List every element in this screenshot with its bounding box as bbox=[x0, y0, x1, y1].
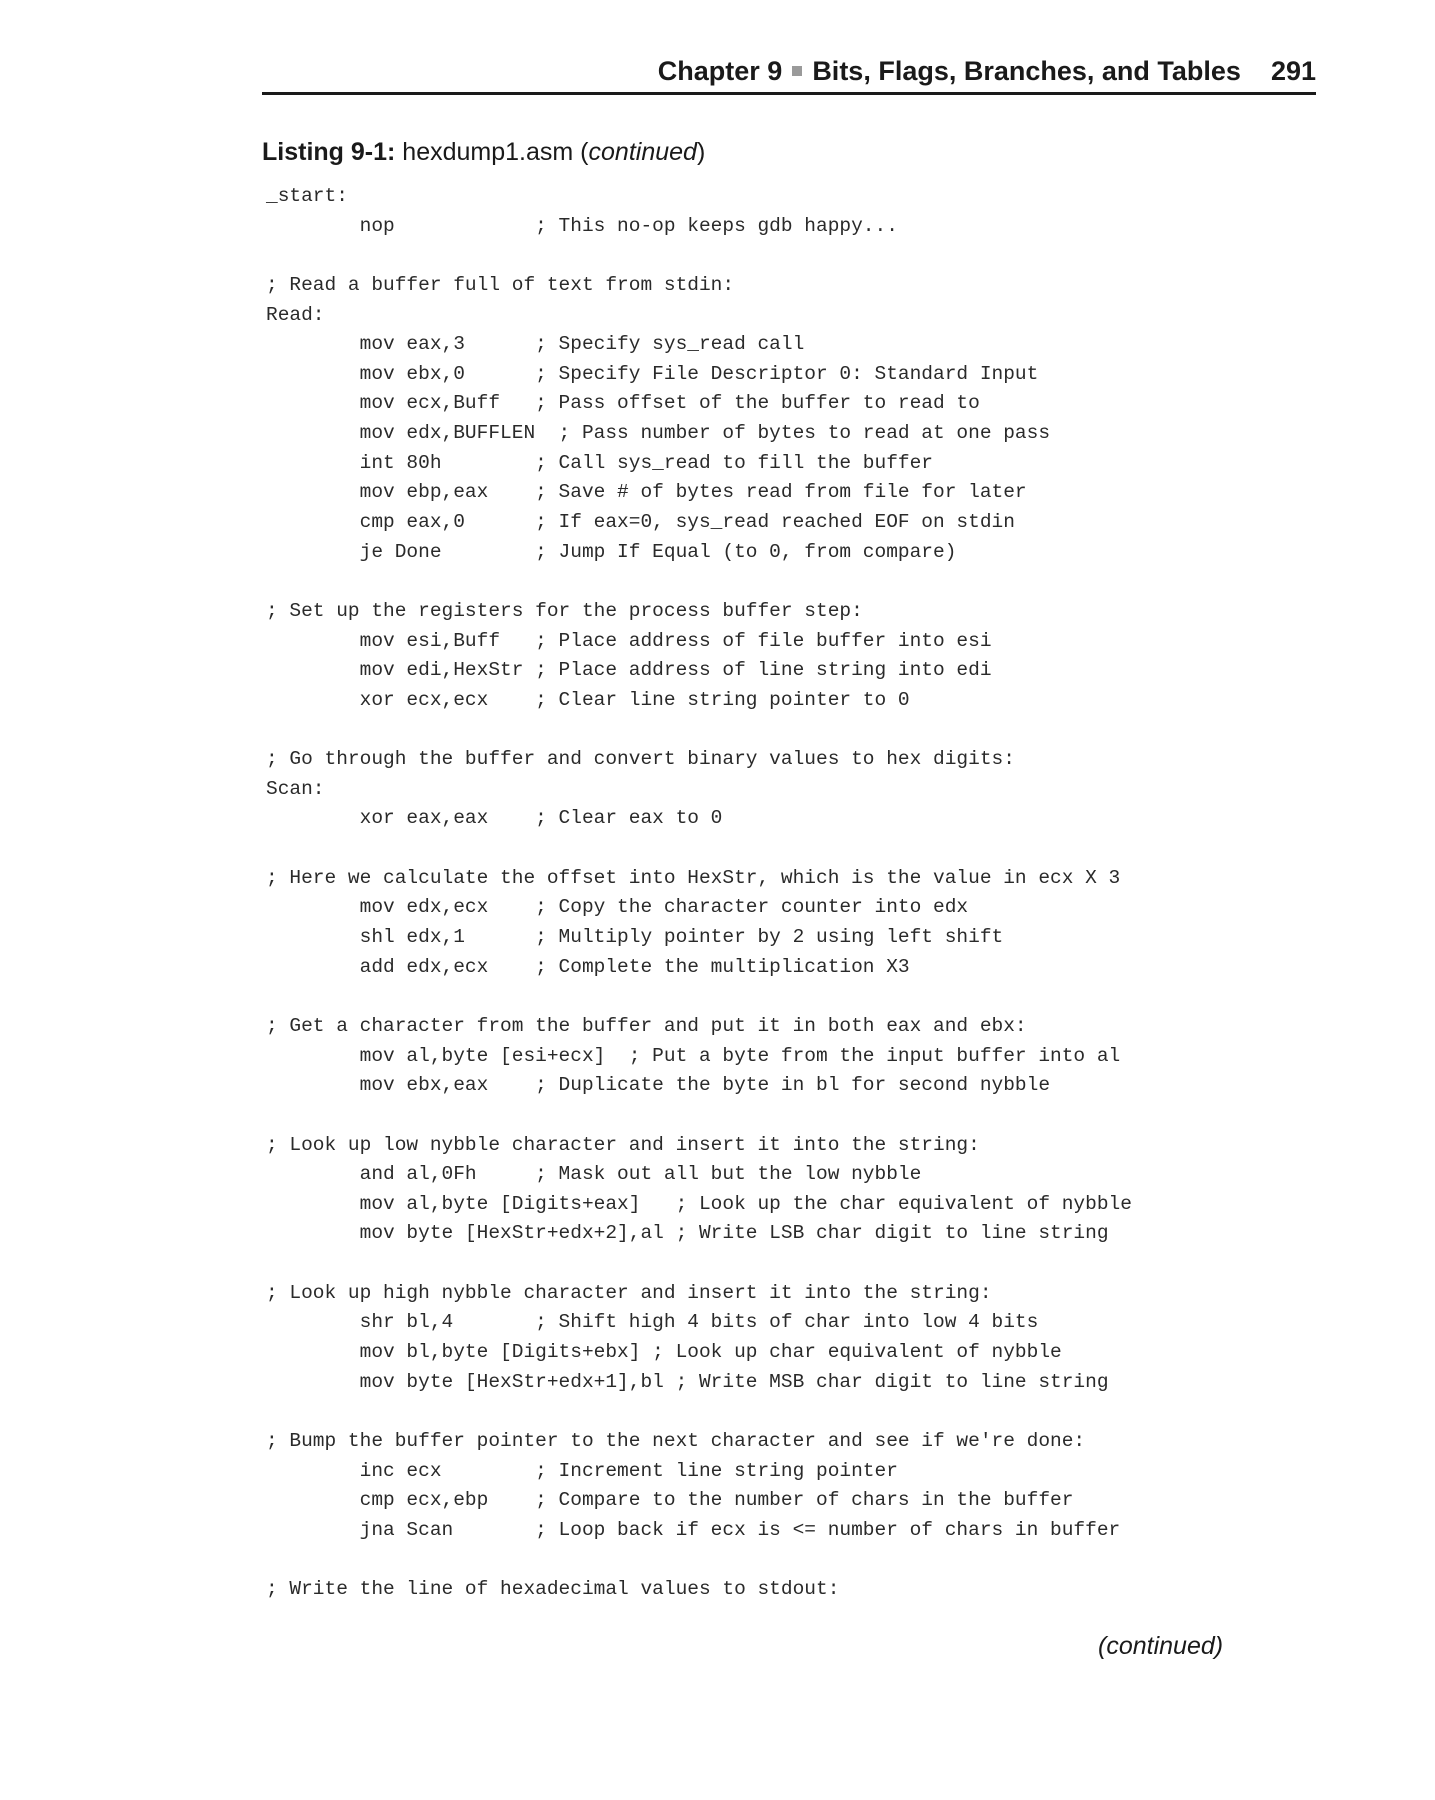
code-line: mov edx,BUFFLEN ; Pass number of bytes to read at one pass bbox=[266, 422, 1051, 445]
code-line bbox=[266, 241, 1366, 271]
code-line: Read: bbox=[266, 303, 325, 326]
running-head-text bbox=[658, 56, 1316, 87]
code-line: _start: bbox=[266, 185, 348, 207]
code-line bbox=[266, 834, 1366, 864]
code-line: ; Here we calculate the offset into HexStr, which is the value in ecx X 3 bbox=[266, 866, 1121, 889]
code-line: inc ecx ; Increment line string pointer bbox=[266, 1459, 898, 1482]
code-line: mov ebx,eax ; Duplicate the byte in bl for second nybble bbox=[266, 1074, 1051, 1097]
code-line: mov al,byte [Digits+eax] ; Look up the char equivalent of nybble bbox=[266, 1192, 1132, 1215]
code-line: xor eax,eax ; Clear eax to 0 bbox=[266, 807, 723, 830]
code-line: mov edi,HexStr ; Place address of line string into edi bbox=[266, 659, 992, 682]
code-line bbox=[266, 567, 1366, 597]
code-line: ; Go through the buffer and convert binary values to hex digits: bbox=[266, 748, 1015, 771]
code-line: mov ebx,0 ; Specify File Descriptor 0: Standard Input bbox=[266, 362, 1039, 385]
code-line: ; Look up high nybble character and insert it into the string: bbox=[266, 1281, 992, 1304]
continued-note: (continued) bbox=[1098, 1632, 1224, 1660]
code-line: int 80h ; Call sys_read to fill the buffer bbox=[266, 451, 934, 474]
code-line: je Done ; Jump If Equal (to 0, from compare) bbox=[266, 540, 957, 563]
running-head bbox=[262, 52, 1316, 95]
code-listing bbox=[266, 182, 1366, 1605]
code-line: mov byte [HexStr+edx+1],bl ; Write MSB char digit to line string bbox=[266, 1370, 1109, 1393]
caption-continued: continued bbox=[588, 138, 697, 166]
caption-open-paren: ( bbox=[573, 138, 589, 166]
chapter-label: Chapter 9 bbox=[657, 56, 783, 86]
code-line: ; Set up the registers for the process buffer step: bbox=[266, 599, 863, 622]
listing-label: Listing 9-1: bbox=[262, 138, 396, 166]
page-number: 291 bbox=[1270, 56, 1316, 86]
code-line: xor ecx,ecx ; Clear line string pointer to 0 bbox=[266, 688, 910, 711]
code-line: cmp eax,0 ; If eax=0, sys_read reached EOF on stdin bbox=[266, 511, 1015, 534]
code-line: ; Write the line of hexadecimal values to stdout: bbox=[266, 1578, 840, 1601]
code-line bbox=[266, 1249, 1366, 1279]
code-line: and al,0Fh ; Mask out all but the low nybble bbox=[266, 1163, 922, 1186]
caption-close-paren: ) bbox=[696, 138, 706, 166]
code-line: mov bl,byte [Digits+ebx] ; Look up char equivalent of nybble bbox=[266, 1340, 1062, 1363]
code-line: shr bl,4 ; Shift high 4 bits of char into low 4 bits bbox=[266, 1311, 1039, 1334]
code-line: jna Scan ; Loop back if ecx is <= number of chars in buffer bbox=[266, 1518, 1121, 1541]
code-line bbox=[266, 1101, 1366, 1131]
code-line bbox=[266, 1397, 1366, 1427]
code-line: mov esi,Buff ; Place address of file buffer into esi bbox=[266, 629, 992, 652]
code-line: mov ecx,Buff ; Pass offset of the buffer to read to bbox=[266, 392, 980, 415]
code-line: nop ; This no-op keeps gdb happy... bbox=[266, 214, 898, 237]
code-line: ; Get a character from the buffer and put it in both eax and ebx: bbox=[266, 1014, 1027, 1037]
code-line: mov ebp,eax ; Save # of bytes read from file for later bbox=[266, 481, 1027, 504]
code-line bbox=[266, 982, 1366, 1012]
code-line: cmp ecx,ebp ; Compare to the number of chars in the buffer bbox=[266, 1489, 1074, 1512]
code-line: mov edx,ecx ; Copy the character counter into edx bbox=[266, 896, 969, 919]
chapter-title: Bits, Flags, Branches, and Tables bbox=[812, 56, 1241, 86]
listing-filename: hexdump1.asm bbox=[402, 138, 574, 166]
code-line: ; Read a buffer full of text from stdin: bbox=[266, 273, 735, 296]
code-line: Scan: bbox=[266, 777, 325, 800]
square-bullet-icon bbox=[792, 66, 802, 76]
code-line: mov eax,3 ; Specify sys_read call bbox=[266, 333, 805, 356]
listing-caption bbox=[262, 138, 705, 167]
code-line bbox=[266, 716, 1366, 746]
code-line: shl edx,1 ; Multiply pointer by 2 using left shift bbox=[266, 926, 1004, 949]
code-line: mov al,byte [esi+ecx] ; Put a byte from the input buffer into al bbox=[266, 1044, 1121, 1067]
code-line: add edx,ecx ; Complete the multiplication X3 bbox=[266, 955, 910, 978]
code-line: ; Look up low nybble character and insert it into the string: bbox=[266, 1133, 980, 1156]
code-line: mov byte [HexStr+edx+2],al ; Write LSB char digit to line string bbox=[266, 1222, 1109, 1245]
code-line bbox=[266, 1545, 1366, 1575]
code-line: ; Bump the buffer pointer to the next character and see if we're done: bbox=[266, 1429, 1086, 1452]
